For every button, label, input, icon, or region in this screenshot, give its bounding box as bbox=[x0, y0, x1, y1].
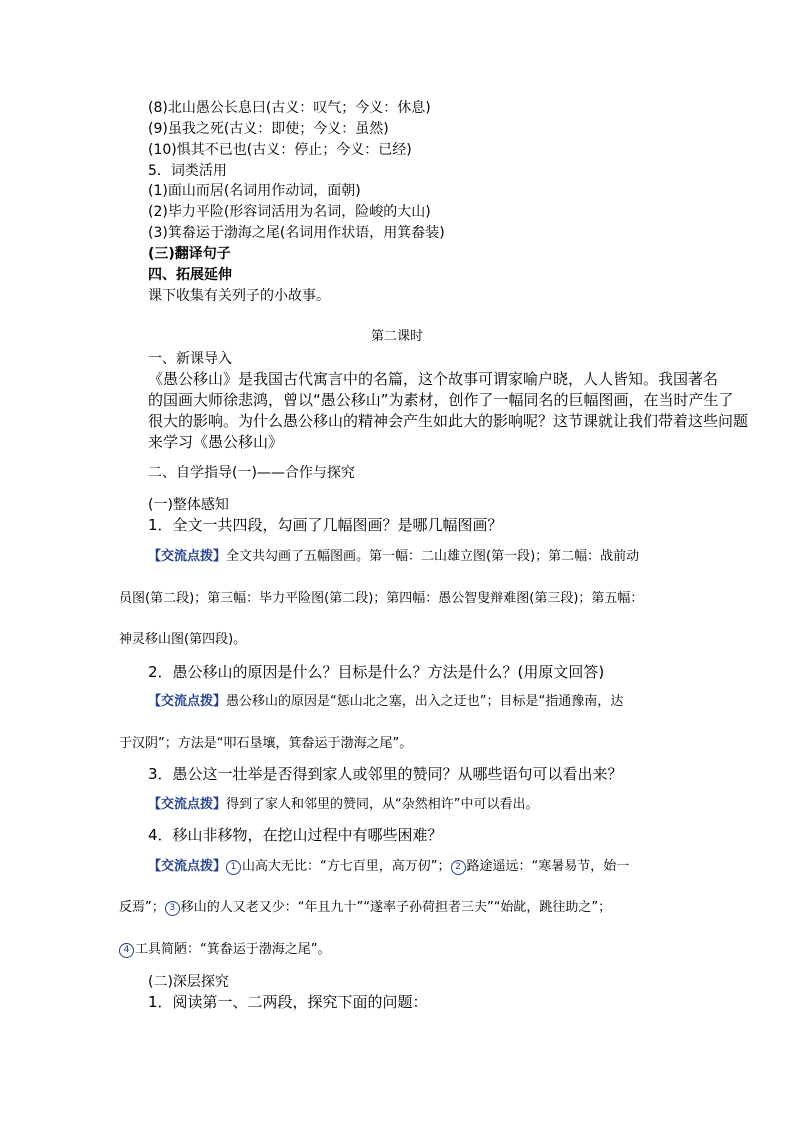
answer-line bbox=[119, 941, 330, 959]
page-title: 第二课时 bbox=[370, 329, 423, 344]
paragraph-line: 来学习《愚公移山》 bbox=[148, 433, 284, 451]
answer-tag: 【交流点拨】 bbox=[148, 549, 227, 564]
question: 1．全文一共四段，勾画了几幅图画？是哪几幅图画？ bbox=[148, 516, 503, 534]
answer-line bbox=[148, 548, 639, 566]
section-heading: 四、拓展延伸 bbox=[148, 267, 232, 283]
answer-line bbox=[148, 796, 539, 814]
answer-line: 员图(第二段)；第三幅：毕力平险图(第二段)；第四幅：愚公智叟辩难图(第三段)；第五幅： bbox=[119, 591, 644, 606]
question: 1．阅读第一、二两段，探究下面的问题： bbox=[148, 993, 428, 1011]
text-line: (9)虽我之死(古义：即使；今义：虽然) bbox=[148, 121, 389, 137]
answer-text: 愚公移山的原因是“惩山北之塞，出入之迂也”；目标是“指通豫南，达 bbox=[226, 694, 624, 709]
subsection-heading: (二)深层探究 bbox=[148, 974, 229, 990]
paragraph-line: 的国画大师徐悲鸿，曾以“愚公移山”为素材，创作了一幅同名的巨幅图画，在当时产生了 bbox=[148, 391, 734, 409]
text-line: (10)惧其不已也(古义：停止；今义：已经) bbox=[148, 142, 412, 158]
answer-line: 于汉阴”；方法是“叩石垦壤，箕畚运于渤海之尾”。 bbox=[119, 736, 413, 751]
question: 3．愚公这一壮举是否得到家人或邻里的赞同？从哪些语句可以看出来？ bbox=[148, 765, 623, 783]
answer-line bbox=[148, 858, 629, 876]
circled-number-1: 1 bbox=[226, 860, 241, 875]
section-heading: 5．词类活用 bbox=[148, 163, 227, 179]
subsection-heading: (一)整体感知 bbox=[148, 497, 229, 513]
answer-text: 山高大无比：“方七百里，高万仞”； bbox=[242, 859, 451, 874]
answer-line bbox=[148, 693, 623, 711]
circled-number-4: 4 bbox=[119, 943, 134, 958]
answer-text: 反焉”； bbox=[119, 900, 165, 915]
answer-text: 全文共勾画了五幅图画。第一幅：二山雄立图(第一段)；第二幅：战前动 bbox=[226, 549, 640, 564]
answer-text: 路途遥远：“寒暑易节，始一 bbox=[466, 859, 630, 874]
answer-tag: 【交流点拨】 bbox=[148, 859, 227, 874]
text-line: (3)箕畚运于渤海之尾(名词用作状语，用箕畚装) bbox=[148, 225, 445, 241]
section-heading: 二、自学指导(一)——合作与探究 bbox=[148, 465, 355, 481]
answer-tag: 【交流点拨】 bbox=[148, 694, 227, 709]
question: 2．愚公移山的原因是什么？目标是什么？方法是什么？(用原文回答) bbox=[148, 663, 605, 681]
text-line: (2)毕力平险(形容词活用为名词，险峻的大山) bbox=[148, 204, 431, 220]
paragraph-line: 《愚公移山》是我国古代寓言中的名篇，这个故事可谓家喻户晓，人人皆知。我国著名 bbox=[148, 370, 719, 388]
answer-text: 工具简陋：“箕畚运于渤海之尾”。 bbox=[135, 942, 331, 957]
section-heading: (三)翻译句子 bbox=[148, 246, 231, 262]
answer-text: 得到了家人和邻里的赞同，从“杂然相许”中可以看出。 bbox=[226, 797, 539, 812]
answer-line bbox=[119, 899, 611, 917]
circled-number-3: 3 bbox=[165, 901, 180, 916]
answer-tag: 【交流点拨】 bbox=[148, 797, 227, 812]
question: 4．移山非移物，在挖山过程中有哪些困难？ bbox=[148, 826, 443, 844]
text-line: 课下收集有关列子的小故事。 bbox=[148, 288, 330, 304]
text-line: (8)北山愚公长息曰(古义：叹气；今义：休息) bbox=[148, 100, 431, 116]
section-heading: 一、新课导入 bbox=[148, 351, 232, 367]
answer-line: 神灵移山图(第四段)。 bbox=[119, 632, 247, 647]
text-line: (1)面山而居(名词用作动词，面朝) bbox=[148, 183, 361, 199]
circled-number-2: 2 bbox=[451, 860, 466, 875]
paragraph-line: 很大的影响。为什么愚公移山的精神会产生如此大的影响呢？这节课就让我们带着这些问题 bbox=[148, 412, 749, 430]
answer-text: 移山的人又老又少：“年且九十”“遂率子孙荷担者三夫”“始龀，跳往助之”； bbox=[180, 900, 612, 915]
